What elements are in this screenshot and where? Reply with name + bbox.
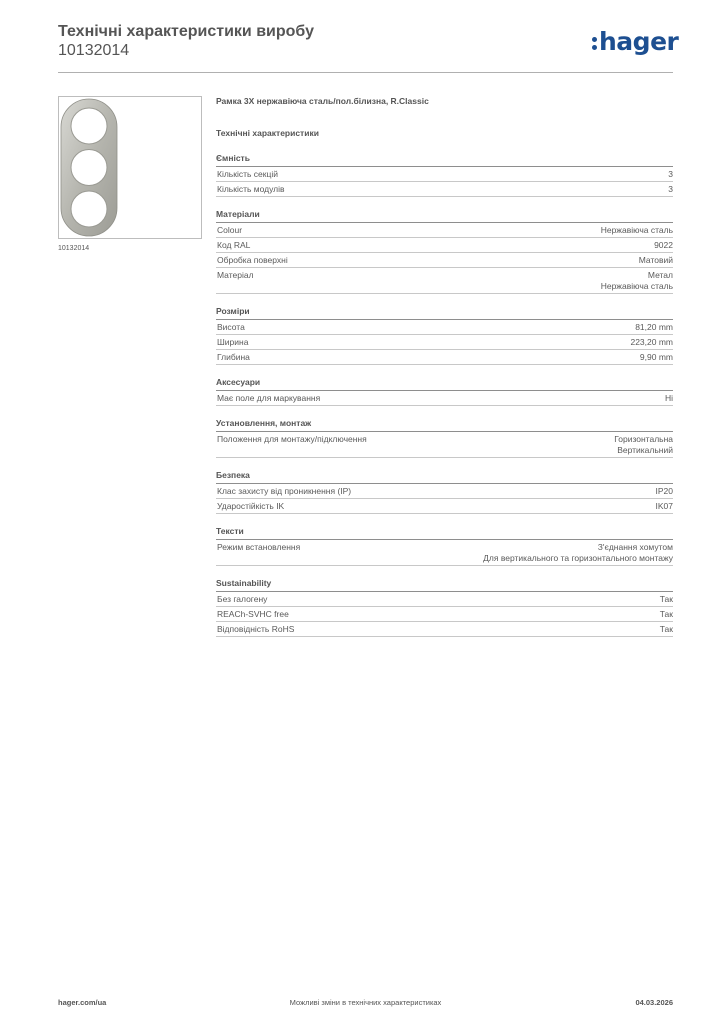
spec-section: [216, 208, 673, 294]
section-title: Тексти: [216, 525, 673, 540]
document-title: Технічні характеристики виробу: [58, 23, 314, 40]
spec-label: Ударостійкість IK: [217, 501, 285, 511]
spec-sections: [216, 152, 673, 637]
spec-section: [216, 305, 673, 365]
product-name: Рамка 3Х нержавіюча сталь/пол.білизна, R.Classic: [216, 96, 429, 106]
spec-section: [216, 152, 673, 197]
spec-value: [660, 609, 673, 620]
spec-label: Має поле для маркування: [217, 393, 321, 403]
document-header: [58, 22, 314, 60]
spec-row: [216, 238, 673, 253]
spec-row: [216, 540, 673, 566]
spec-label: Глибина: [217, 352, 250, 362]
hager-logo: [592, 28, 678, 56]
spec-value-line: Так: [659, 609, 673, 619]
spec-row: [216, 592, 673, 607]
spec-value-line: Вертикальний: [617, 445, 673, 455]
spec-value: [668, 169, 673, 180]
logo-text: hager: [599, 27, 679, 56]
section-title: Установлення, монтаж: [216, 417, 673, 432]
spec-label: Положення для монтажу/підключення: [217, 434, 367, 444]
spec-value-line: 3: [668, 169, 673, 179]
spec-value: [668, 184, 673, 195]
section-title: Розміри: [216, 305, 673, 320]
spec-value-line: З'єднання хомутом: [597, 542, 673, 552]
spec-row: [216, 432, 673, 458]
product-image: [58, 96, 202, 239]
spec-heading: Технічні характеристики: [216, 128, 319, 138]
spec-value-line: Так: [659, 594, 673, 604]
spec-value: [630, 337, 673, 348]
spec-value-line: Нержавіюча сталь: [600, 225, 673, 235]
spec-row: [216, 320, 673, 335]
spec-value: [656, 501, 674, 512]
logo-dots-icon: [592, 31, 598, 51]
spec-value-line: Метал: [647, 270, 673, 280]
spec-value-line: IK07: [655, 501, 673, 511]
spec-section: [216, 469, 673, 514]
spec-value: [654, 240, 673, 251]
spec-value-line: 9022: [654, 240, 673, 250]
spec-value-line: 223,20 mm: [630, 337, 673, 347]
spec-label: Режим встановлення: [217, 542, 301, 552]
section-title: Матеріали: [216, 208, 673, 223]
footer-website-link[interactable]: hager.com/ua: [58, 998, 107, 1007]
product-image-caption: 10132014: [58, 245, 90, 252]
spec-value-line: 3: [668, 184, 673, 194]
spec-label: Матеріал: [217, 270, 254, 280]
spec-row: [216, 335, 673, 350]
spec-label: Обробка поверхні: [217, 255, 288, 265]
document-product-code: 10132014: [58, 42, 130, 59]
page-footer: [58, 998, 673, 1012]
spec-value-line: Ні: [664, 393, 673, 403]
spec-row: [216, 607, 673, 622]
section-title: Аксесуари: [216, 376, 673, 391]
spec-section: [216, 376, 673, 406]
spec-row: [216, 223, 673, 238]
footer-date: 04.03.2026: [635, 998, 673, 1007]
spec-label: Відповідність RoHS: [217, 624, 295, 634]
spec-label: Клас захисту від проникнення (IP): [217, 486, 352, 496]
section-title: Безпека: [216, 469, 673, 484]
spec-value: [640, 352, 673, 363]
spec-section: [216, 577, 673, 637]
spec-value-line: Горизонтальна: [614, 434, 673, 444]
spec-value: [614, 434, 673, 456]
spec-value-line: IP20: [655, 486, 673, 496]
spec-content: [216, 96, 673, 637]
spec-row: [216, 391, 673, 406]
spec-value: [639, 255, 673, 266]
spec-value: [660, 624, 673, 635]
spec-row: [216, 350, 673, 365]
spec-value: [483, 542, 673, 564]
spec-value-line: Так: [659, 624, 673, 634]
spec-value: [601, 225, 673, 236]
spec-row: [216, 167, 673, 182]
spec-label: Без галогену: [217, 594, 268, 604]
spec-row: [216, 253, 673, 268]
spec-value-line: Матовий: [638, 255, 673, 265]
spec-row: [216, 622, 673, 637]
header-divider: [58, 72, 673, 73]
spec-label: Висота: [217, 322, 245, 332]
spec-value-line: Нержавіюча сталь: [600, 281, 673, 291]
section-title: Sustainability: [216, 577, 673, 592]
spec-row: [216, 182, 673, 197]
spec-label: Код RAL: [217, 240, 251, 250]
spec-row: [216, 499, 673, 514]
triple-frame-image-icon: [59, 97, 201, 238]
spec-label: REACh-SVHC free: [217, 609, 289, 619]
spec-value: [665, 393, 673, 404]
spec-value: [660, 594, 673, 605]
section-title: Ємність: [216, 152, 673, 167]
spec-row: [216, 268, 673, 294]
spec-value-line: 81,20 mm: [635, 322, 673, 332]
spec-value: [635, 322, 673, 333]
spec-value-line: Для вертикального та горизонтального монтажу: [483, 553, 673, 563]
spec-label: Ширина: [217, 337, 249, 347]
spec-label: Кількість модулів: [217, 184, 285, 194]
spec-section: [216, 417, 673, 458]
spec-value: [656, 486, 674, 497]
spec-value-line: 9,90 mm: [639, 352, 673, 362]
footer-notice: Можливі зміни в технічних характеристиках: [289, 998, 442, 1007]
spec-value: [601, 270, 673, 292]
spec-label: Colour: [217, 225, 243, 235]
spec-row: [216, 484, 673, 499]
spec-section: [216, 525, 673, 566]
spec-label: Кількість секцій: [217, 169, 278, 179]
